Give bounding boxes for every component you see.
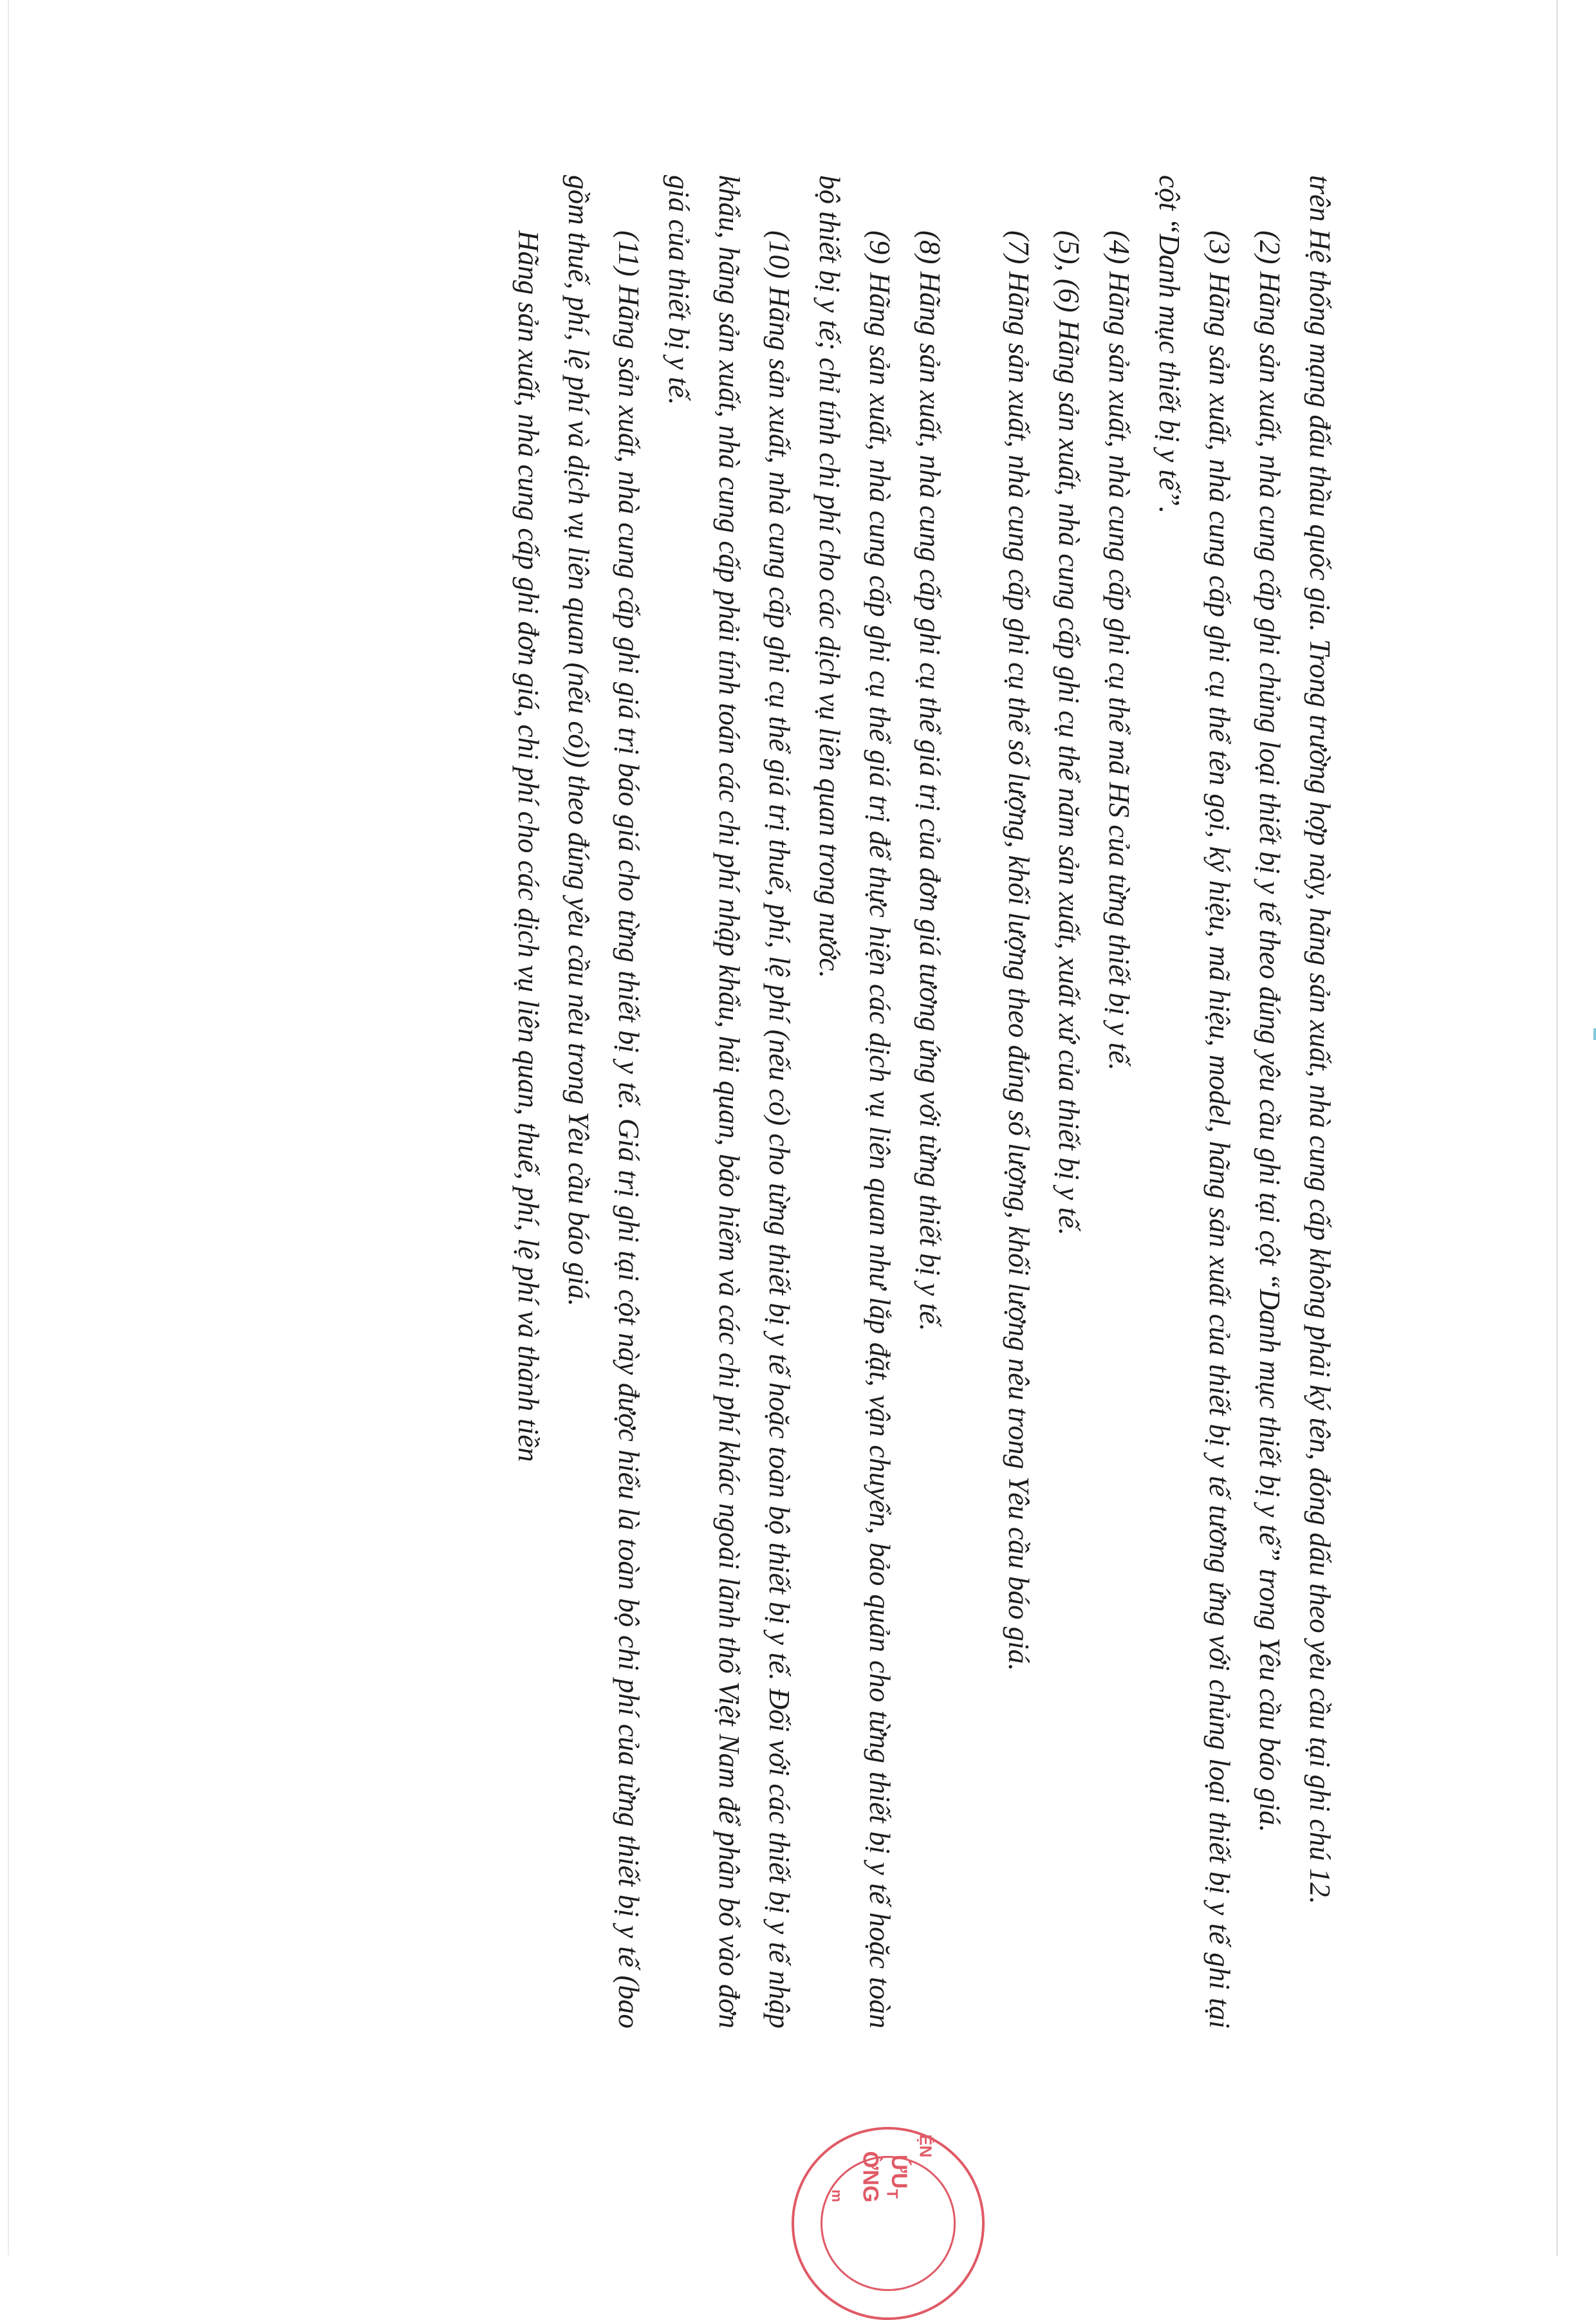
- scan-edge-left: [8, 0, 9, 2256]
- scan-edge-right: [1556, 0, 1558, 2256]
- note-8: (8) Hãng sản xuất, nhà cung cấp ghi cụ thể giá trị của đơn giá tương ứng với từng thiết bị y tế.: [914, 230, 946, 1332]
- note-3: (3) Hãng sản xuất, nhà cung cấp ghi cụ thể tên gọi, ký hiệu, mã hiệu, model, hãng sản xuất của thiết bị y tế tương ứng với chủng loại thiết bị y tế ghi tại cột “Danh mục thiết bị y tế”.: [1153, 175, 1236, 2028]
- closing-paragraph: Hãng sản xuất, nhà cung cấp ghi đơn giá, chi phí cho các dịch vụ liên quan, thuế, phí, lệ phí và thành tiền: [512, 230, 544, 1462]
- stamp-text-5: m: [828, 2189, 845, 2202]
- red-seal-stamp: [817, 2133, 936, 2204]
- note-4: (4) Hãng sản xuất, nhà cung cấp ghi cụ thể mã HS của từng thiết bị y tế.: [1103, 230, 1135, 1071]
- stamp-text-4: T: [883, 2189, 901, 2199]
- note-5-6: (5), (6) Hãng sản xuất, nhà cung cấp ghi cụ thể năm sản xuất, xuất xứ của thiết bị y tế.: [1053, 230, 1085, 1236]
- note-2: (2) Hãng sản xuất, nhà cung cấp ghi chủng loại thiết bị y tế theo đúng yêu cầu ghi tại cột “Danh mục thiết bị y tế” trong Yêu cầu báo giá.: [1254, 230, 1286, 1833]
- note-7: (7) Hãng sản xuất, nhà cung cấp ghi cụ thể số lượng, khối lượng theo đúng số lượng, khối lượng nêu trong Yêu cầu báo giá.: [1003, 230, 1035, 1671]
- stamp-text-1: ỆN: [916, 2134, 936, 2158]
- document-page-rotated: [251, 149, 1345, 2106]
- paragraph-continuation: trên Hệ thống mạng đấu thầu quốc gia. Trong trường hợp này, hãng sản xuất, nhà cung cấp không phải ký tên, đóng dấu theo yêu cầu tại ghi chú 12.: [1304, 175, 1336, 1904]
- stamp-text-2: ỨU: [886, 2155, 911, 2189]
- stamp-text-3: ỜNG: [858, 2151, 883, 2203]
- note-9: (9) Hãng sản xuất, nhà cung cấp ghi cụ thể giá trị để thực hiện các dịch vụ liên quan như lắp đặt, vận chuyển, bảo quản cho từng thiết bị y tế hoặc toàn bộ thiết bị y tế; chỉ tính chi phí cho các dịch vụ liên quan trong nước.: [813, 175, 896, 2028]
- note-10: (10) Hãng sản xuất, nhà cung cấp ghi cụ thể giá trị thuế, phí, lệ phí (nếu có) cho từng thiết bị y tế hoặc toàn bộ thiết bị y tế. Đối với các thiết bị y tế nhập khẩu, hãng sản xuất, nhà cung cấp phải tính toán các chi phí nhập khẩu, hải quan, bảo hiểm và các chi phí khác ngoài lãnh thổ Việt Nam để phân bổ vào đơn giá của thiết bị y tế.: [663, 175, 795, 2028]
- scan-mark: [1593, 1028, 1596, 1040]
- note-11: (11) Hãng sản xuất, nhà cung cấp ghi giá trị báo giá cho từng thiết bị y tế. Giá trị ghi tại cột này được hiểu là toàn bộ chi phí của từng thiết bị y tế (bao gồm thuế, phí, lệ phí và dịch vụ liên quan (nếu có)) theo đúng yêu cầu nêu trong Yêu cầu báo giá.: [562, 175, 645, 2028]
